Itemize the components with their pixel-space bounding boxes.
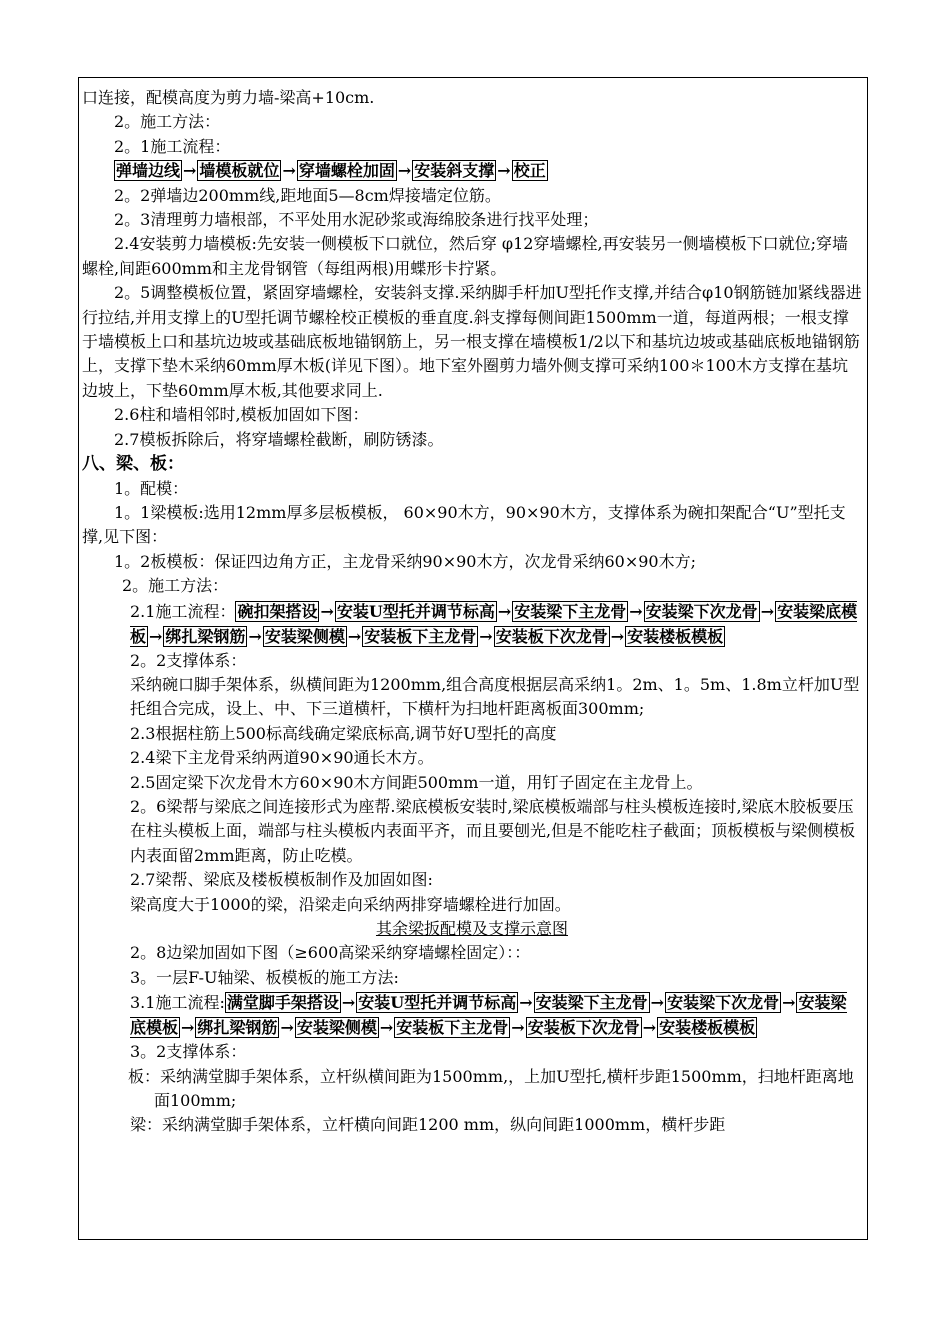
paragraph: 1。配模：	[114, 478, 189, 498]
flow-step: 安装斜支撑	[414, 161, 495, 181]
flow-step: 安装楼板模板	[627, 626, 724, 646]
flow-step: 安装梁底模板	[130, 993, 847, 1038]
arrow-icon: →	[379, 1018, 394, 1038]
flow-step: 安装梁下主龙骨	[514, 601, 627, 621]
paragraph: 板：采纳满堂脚手架体系，立杆纵横间距为1500mm,，上加U型托,横杆步距1500mm，扫地杆距离地面100mm;	[128, 1066, 854, 1111]
flow-step: 安装板下主龙骨	[364, 626, 477, 646]
paragraph: 口连接，配模高度为剪力墙-梁高+10cm.	[82, 88, 375, 107]
flow-step: 安装板下次龙骨	[527, 1018, 640, 1038]
arrow-icon: →	[511, 1018, 525, 1038]
arrow-icon: →	[397, 161, 412, 181]
flow-label: 2.1施工流程：	[130, 601, 236, 621]
arrow-icon: →	[519, 993, 533, 1013]
paragraph: 2。6梁帮与梁底之间连接形式为座帮.梁底模板安装时,梁底模板端部与柱头模板连接时,梁底木胶板要压在柱头模板上面，端部与柱头模板内表面平齐，而且要刨光,但是不能吃柱子截面；顶板模板与梁侧模板内表面留2mm距离，防止吃模。	[130, 796, 856, 865]
figure-caption: 其余梁扳配模及支撑示意图	[375, 919, 568, 938]
paragraph: 梁：采纳满堂脚手架体系，立杆横向间距1200 mm，纵向间距1000mm，横杆步距	[130, 1115, 726, 1135]
arrow-icon: →	[183, 161, 197, 181]
paragraph: 1。2板模板：保证四边角方正，主龙骨采纳90×90木方，次龙骨采纳60×90木方;	[114, 551, 697, 571]
flow-step: 安装板下次龙骨	[495, 626, 608, 646]
paragraph: 2。2支撑体系：	[130, 650, 247, 670]
arrow-icon: →	[320, 601, 334, 621]
arrow-icon: →	[610, 626, 625, 646]
flow-step: 穿墙螺栓加固	[298, 161, 395, 181]
paragraph: 2.4梁下主龙骨采纳两道90×90通长木方。	[130, 748, 434, 768]
flow-step: 安装楼板模板	[659, 1018, 756, 1038]
flow-step: 安装U型托并调节标高	[358, 993, 517, 1013]
arrow-icon: →	[760, 601, 775, 621]
arrow-icon: →	[479, 626, 493, 646]
flow-step: 碗扣架搭设	[237, 601, 318, 621]
paragraph: 采纳碗口脚手架体系，纵横间距为1200mm,组合高度根据层高采纳1。2m、1。5m、1.8m立杆加U型托组合完成，设上、中、下三道横杆，下横杆为扫地杆距离板面300mm;	[130, 674, 860, 719]
paragraph: 2.7梁帮、梁底及楼板模板制作及加固如图:	[130, 870, 433, 890]
paragraph: 2。施工方法：	[114, 112, 221, 132]
arrow-icon: →	[642, 1018, 657, 1038]
paragraph: 3。2支撑体系：	[130, 1042, 247, 1062]
flow-label: 3.1施工流程:	[130, 993, 225, 1013]
flow-chart-2	[82, 599, 862, 649]
arrow-icon: →	[650, 993, 665, 1013]
paragraph: 2。2弹墙边200mm线,距地面5—8cm焊接墙定位筋。	[114, 185, 501, 205]
section-heading: 八、梁、板：	[82, 454, 184, 475]
paragraph: 3。一层F-U轴梁、板模板的施工方法:	[130, 967, 399, 987]
flow-step: 安装U型托并调节标高	[336, 601, 495, 621]
flow-step: 安装梁下主龙骨	[535, 993, 648, 1013]
paragraph: 2.6柱和墙相邻时,模板加固如下图：	[114, 405, 369, 425]
paragraph: 1。1梁模板:选用12mm厚多层板模板， 60×90木方，90×90木方，支撑体系为碗扣架配合“U”型托支撑,见下图：	[82, 502, 846, 547]
flow-step: 绑扎梁钢筋	[165, 626, 246, 646]
arrow-icon: →	[347, 626, 362, 646]
flow-step: 安装梁底模板	[130, 601, 858, 646]
paragraph: 2。3清理剪力墙根部，不平处用水泥砂浆或海绵胶条进行找平处理；	[114, 210, 599, 230]
arrow-icon: →	[248, 626, 262, 646]
flow-step: 绑扎梁钢筋	[197, 1018, 278, 1038]
flow-step: 安装梁侧模	[264, 626, 345, 646]
paragraph: 2。1施工流程：	[114, 136, 231, 156]
arrow-icon: →	[181, 1018, 195, 1038]
flow-step: 安装梁下次龙骨	[645, 601, 758, 621]
paragraph: 2.3根据柱筋上500标高线确定梁底标高,调节好U型托的高度	[130, 723, 557, 743]
arrow-icon: →	[782, 993, 796, 1013]
flow-step: 校正	[513, 161, 546, 181]
arrow-icon: →	[497, 161, 511, 181]
flow-step: 安装板下主龙骨	[396, 1018, 509, 1038]
arrow-icon: →	[280, 1018, 294, 1038]
paragraph: 2。施工方法：	[122, 576, 229, 596]
paragraph: 2。5调整模板位置，紧固穿墙螺栓，安装斜支撑.采纳脚手杆加U型托作支撑,并结合φ10钢筋链加紧线器进行拉结,并用支撑上的U型托调节螺栓校正模板的垂直度.斜支撑每侧间距1500mm一道，每道两根；一根支撑于墙模板上口和基坑边坡或基础底板地锚钢筋上，另一根支撑在墙模板1/2以下和基坑边坡或基础底板地锚钢筋上，支撑下垫木采纳60mm厚木板(详见下图）。地下室外圈剪力墙外侧支撑可采纳100＊100木方支撑在基坑边坡上，下垫60mm厚木板,其他要求同上.	[82, 283, 862, 400]
paragraph: 2.4安装剪力墙模板:先安装一侧模板下口就位，然后穿 φ12穿墙螺栓,再安装另一侧墙模板下口就位;穿墙螺栓,间距600mm和主龙骨钢管（每组两根)用蝶形卡拧紧。	[82, 234, 848, 278]
document-body	[82, 86, 862, 1138]
flow-step: 墙模板就位	[199, 161, 280, 181]
arrow-icon: →	[282, 161, 296, 181]
paragraph: 梁高度大于1000的梁，沿梁走向采纳两排穿墙螺栓进行加固。	[130, 894, 571, 914]
flow-step: 弹墙边线	[116, 161, 181, 181]
arrow-icon: →	[629, 601, 643, 621]
arrow-icon: →	[341, 993, 356, 1013]
arrow-icon: →	[149, 626, 163, 646]
paragraph: 2.5固定梁下次龙骨木方60×90木方间距500mm一道，用钉子固定在主龙骨上。	[130, 772, 703, 792]
flow-step: 满堂脚手架搭设	[226, 993, 339, 1013]
paragraph: 2.7模板拆除后，将穿墙螺栓截断，刷防锈漆。	[114, 429, 444, 449]
flow-step: 安装梁下次龙骨	[667, 993, 780, 1013]
arrow-icon: →	[497, 601, 512, 621]
flow-step: 安装梁侧模	[296, 1018, 377, 1038]
flow-chart-3	[82, 990, 862, 1040]
flow-chart-1	[82, 159, 862, 183]
paragraph: 2。8边梁加固如下图（≥600高梁采纳穿墙螺栓固定）：：	[130, 943, 531, 963]
